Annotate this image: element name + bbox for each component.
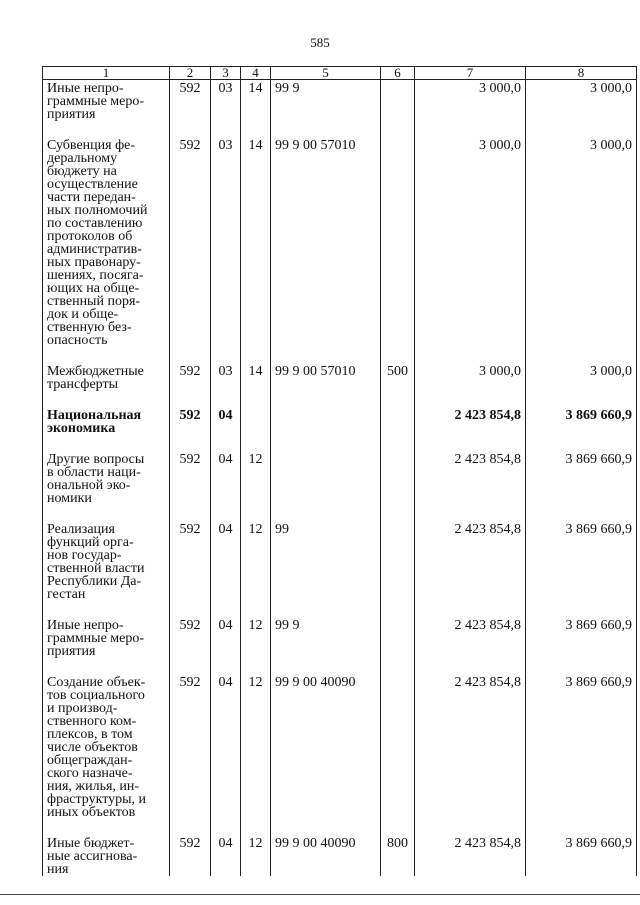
section-code-cell: 03 [211, 138, 241, 364]
amount-year2-cell: 3 869 660,9 [526, 836, 637, 876]
amount-year2-cell: 3 869 660,9 [526, 618, 637, 675]
grbs-code-cell: 592 [170, 80, 211, 139]
amount-year1-cell: 2 423 854,8 [415, 618, 526, 675]
table-row [43, 618, 637, 675]
grbs-code-cell: 592 [170, 836, 211, 876]
amount-year1-cell: 2 423 854,8 [415, 408, 526, 452]
amount-year2-cell: 3 869 660,9 [526, 522, 637, 618]
target-article-cell: 99 [271, 522, 381, 618]
expense-type-cell [381, 408, 415, 452]
table-row [43, 138, 637, 364]
table-row [43, 364, 637, 408]
table-row [43, 675, 637, 836]
amount-year1-cell: 2 423 854,8 [415, 675, 526, 836]
amount-year1-cell: 2 423 854,8 [415, 452, 526, 522]
amount-year2-cell: 3 869 660,9 [526, 408, 637, 452]
row-name-cell: Другие вопросы в области наци- ональной эко- номики [43, 452, 170, 522]
grbs-code-cell: 592 [170, 675, 211, 836]
target-article-cell [271, 408, 381, 452]
target-article-cell [271, 452, 381, 522]
subsection-code-cell: 14 [241, 138, 271, 364]
section-code-cell: 03 [211, 364, 241, 408]
row-name-cell: Субвенция фе- деральному бюджету на осуществление части передан- ных полномочий по составлению протоколов об административ- ных правонару- шениях, посяга- ющих на обще- ственный поря- док и обще- ственную без- опасность [43, 138, 170, 364]
amount-year2-cell: 3 869 660,9 [526, 675, 637, 836]
row-name-cell: Иные непро- граммные меро- приятия [43, 80, 170, 139]
amount-year1-cell: 2 423 854,8 [415, 836, 526, 876]
expense-type-cell: 800 [381, 836, 415, 876]
target-article-cell: 99 9 00 57010 [271, 364, 381, 408]
expense-type-cell [381, 618, 415, 675]
header-row [43, 67, 637, 80]
subsection-code-cell: 12 [241, 675, 271, 836]
amount-year1-cell: 3 000,0 [415, 80, 526, 139]
section-code-cell: 04 [211, 836, 241, 876]
grbs-code-cell: 592 [170, 364, 211, 408]
grbs-code-cell: 592 [170, 522, 211, 618]
target-article-cell: 99 9 00 57010 [271, 138, 381, 364]
row-name-cell: Создание объек- тов социального и производ- ственного ком- плексов, в том числе объектов общеграждан- ского назначе- ния, жилья, ин- фраструктуры, и иных объектов [43, 675, 170, 836]
amount-year2-cell: 3 869 660,9 [526, 452, 637, 522]
subsection-code-cell: 12 [241, 452, 271, 522]
column-header: 6 [381, 67, 415, 80]
section-code-cell: 04 [211, 675, 241, 836]
target-article-cell: 99 9 [271, 80, 381, 139]
target-article-cell: 99 9 00 40090 [271, 836, 381, 876]
subsection-code-cell: 14 [241, 364, 271, 408]
column-header: 3 [211, 67, 241, 80]
row-name-cell: Межбюджетные трансферты [43, 364, 170, 408]
column-header: 8 [526, 67, 637, 80]
table-row [43, 80, 637, 139]
page-bottom-rule [0, 894, 640, 895]
amount-year2-cell: 3 000,0 [526, 80, 637, 139]
grbs-code-cell: 592 [170, 138, 211, 364]
table-row [43, 836, 637, 876]
expense-type-cell [381, 138, 415, 364]
table-row [43, 522, 637, 618]
grbs-code-cell: 592 [170, 618, 211, 675]
section-code-cell: 03 [211, 80, 241, 139]
section-code-cell: 04 [211, 522, 241, 618]
budget-table [42, 66, 637, 876]
subsection-code-cell: 12 [241, 618, 271, 675]
column-header: 4 [241, 67, 271, 80]
target-article-cell: 99 9 [271, 618, 381, 675]
table-body [43, 80, 637, 877]
grbs-code-cell: 592 [170, 452, 211, 522]
subsection-code-cell: 12 [241, 836, 271, 876]
grbs-code-cell: 592 [170, 408, 211, 452]
column-header: 2 [170, 67, 211, 80]
table-row [43, 452, 637, 522]
subsection-code-cell [241, 408, 271, 452]
column-header: 7 [415, 67, 526, 80]
amount-year2-cell: 3 000,0 [526, 364, 637, 408]
expense-type-cell [381, 675, 415, 836]
section-code-cell: 04 [211, 452, 241, 522]
row-name-cell: Иные бюджет- ные ассигнова- ния [43, 836, 170, 876]
amount-year1-cell: 3 000,0 [415, 364, 526, 408]
subsection-code-cell: 12 [241, 522, 271, 618]
table-row [43, 408, 637, 452]
column-header: 1 [43, 67, 170, 80]
expense-type-cell [381, 80, 415, 139]
target-article-cell: 99 9 00 40090 [271, 675, 381, 836]
row-name-cell: Иные непро- граммные меро- приятия [43, 618, 170, 675]
section-code-cell: 04 [211, 408, 241, 452]
amount-year2-cell: 3 000,0 [526, 138, 637, 364]
amount-year1-cell: 3 000,0 [415, 138, 526, 364]
expense-type-cell [381, 452, 415, 522]
expense-type-cell: 500 [381, 364, 415, 408]
row-name-cell: Национальная экономика [43, 408, 170, 452]
page-number: 585 [310, 35, 330, 50]
section-code-cell: 04 [211, 618, 241, 675]
subsection-code-cell: 14 [241, 80, 271, 139]
column-header: 5 [271, 67, 381, 80]
expense-type-cell [381, 522, 415, 618]
amount-year1-cell: 2 423 854,8 [415, 522, 526, 618]
row-name-cell: Реализация функций орга- нов государ- ственной власти Республики Да- гестан [43, 522, 170, 618]
